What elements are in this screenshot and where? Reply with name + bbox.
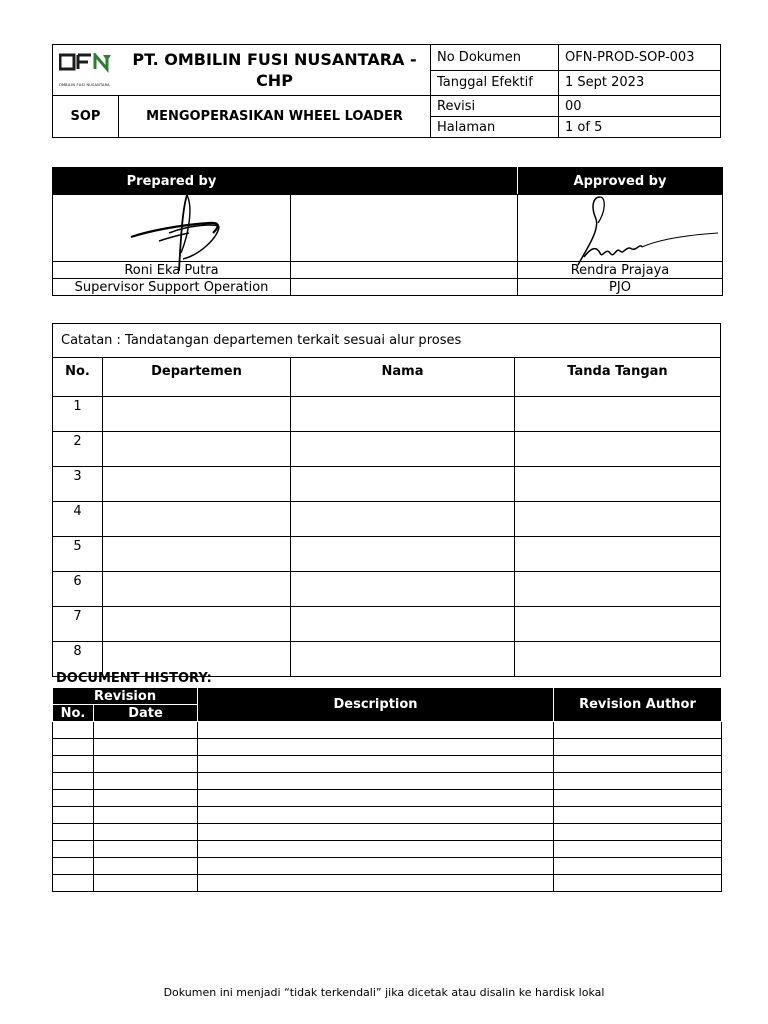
- cell-nama: [291, 397, 515, 432]
- cell: [94, 739, 198, 756]
- table-row: [53, 824, 722, 841]
- meta-value-halaman: 1 of 5: [559, 117, 721, 138]
- prepared-signature-cell: [53, 195, 291, 262]
- col-header-departemen: Departemen: [103, 358, 291, 397]
- cell: [198, 807, 554, 824]
- meta-label-halaman: Halaman: [431, 117, 559, 138]
- cell: [198, 841, 554, 858]
- cell: [94, 790, 198, 807]
- cell-tanda-tangan: [515, 572, 721, 607]
- cell-nama: [291, 642, 515, 677]
- meta-label-revisi: Revisi: [431, 96, 559, 117]
- row-number: 7: [53, 607, 103, 642]
- cell: [53, 756, 94, 773]
- table-row: [53, 773, 722, 790]
- cell-nama: [291, 432, 515, 467]
- cell-nama: [291, 502, 515, 537]
- cell-departemen: [103, 537, 291, 572]
- cell: [53, 841, 94, 858]
- approved-role: PJO: [518, 279, 723, 296]
- company-title: PT. OMBILIN FUSI NUSANTARA - CHP: [132, 50, 417, 90]
- cell-nama: [291, 467, 515, 502]
- prepared-by-header: Prepared by: [53, 168, 291, 195]
- cell: [53, 858, 94, 875]
- middle-signature-cell: [291, 195, 518, 262]
- cell: [198, 875, 554, 892]
- cell: [53, 807, 94, 824]
- cell: [198, 858, 554, 875]
- cell-tanda-tangan: [515, 607, 721, 642]
- table-row: [53, 790, 722, 807]
- cell: [94, 773, 198, 790]
- cell-departemen: [103, 607, 291, 642]
- table-row: [53, 502, 721, 537]
- meta-label-tanggal: Tanggal Efektif: [431, 70, 559, 96]
- cell: [94, 807, 198, 824]
- approved-by-header: Approved by: [518, 168, 723, 195]
- ofn-logo-icon: [59, 53, 113, 79]
- document-header: [52, 44, 721, 138]
- cell-tanda-tangan: [515, 642, 721, 677]
- table-row: [53, 467, 721, 502]
- cell: [198, 722, 554, 739]
- table-row: [53, 875, 722, 892]
- meta-value-tanggal: 1 Sept 2023: [559, 70, 721, 96]
- table-row: [53, 739, 722, 756]
- table-row: [53, 397, 721, 432]
- approved-name: Rendra Prajaya: [518, 262, 723, 279]
- cell-departemen: [103, 467, 291, 502]
- cell: [554, 790, 722, 807]
- cell: [554, 824, 722, 841]
- row-number: 5: [53, 537, 103, 572]
- cell: [94, 722, 198, 739]
- cell: [94, 858, 198, 875]
- doc-type: SOP: [53, 96, 119, 138]
- cell: [554, 807, 722, 824]
- cell-tanda-tangan: [515, 502, 721, 537]
- cell: [53, 824, 94, 841]
- document-history-table: [52, 687, 722, 892]
- meta-label-no-dokumen: No Dokumen: [431, 45, 559, 71]
- table-row: [53, 432, 721, 467]
- company-cell: [53, 45, 431, 96]
- approved-signature-cell: [518, 195, 723, 262]
- col-header-tanda-tangan: Tanda Tangan: [515, 358, 721, 397]
- cell-nama: [291, 537, 515, 572]
- cell-departemen: [103, 502, 291, 537]
- revision-no-header: No.: [53, 705, 94, 722]
- table-row: [53, 841, 722, 858]
- catatan-note: Catatan : Tandatangan departemen terkait sesuai alur proses: [53, 324, 721, 358]
- cell-departemen: [103, 397, 291, 432]
- footer-disclaimer: Dokumen ini menjadi “tidak terkendali” jika dicetak atau disalin ke hardisk lokal: [163, 986, 605, 999]
- cell: [53, 773, 94, 790]
- description-header: Description: [198, 688, 554, 722]
- prepared-role: Supervisor Support Operation: [53, 279, 291, 296]
- cell: [554, 739, 722, 756]
- cell: [94, 875, 198, 892]
- cell: [53, 790, 94, 807]
- meta-value-no-dokumen: OFN-PROD-SOP-003: [559, 45, 721, 71]
- cell: [554, 756, 722, 773]
- row-number: 4: [53, 502, 103, 537]
- middle-name: [291, 262, 518, 279]
- company-logo: [59, 53, 113, 87]
- table-row: [53, 537, 721, 572]
- cell-nama: [291, 607, 515, 642]
- signature-table: [52, 167, 723, 296]
- table-row: [53, 756, 722, 773]
- cell: [198, 824, 554, 841]
- middle-role: [291, 279, 518, 296]
- document-history-title: DOCUMENT HISTORY:: [56, 671, 212, 686]
- table-row: [53, 607, 721, 642]
- cell-tanda-tangan: [515, 432, 721, 467]
- table-row: [53, 572, 721, 607]
- meta-value-revisi: 00: [559, 96, 721, 117]
- cell: [94, 841, 198, 858]
- revision-group-header: Revision: [53, 688, 198, 705]
- cell-departemen: [103, 572, 291, 607]
- prepared-name: Roni Eka Putra: [53, 262, 291, 279]
- cell: [198, 739, 554, 756]
- revision-date-header: Date: [94, 705, 198, 722]
- row-number: 1: [53, 397, 103, 432]
- table-row: [53, 807, 722, 824]
- doc-title: MENGOPERASIKAN WHEEL LOADER: [119, 96, 431, 138]
- cell: [53, 722, 94, 739]
- row-number: 2: [53, 432, 103, 467]
- middle-header: [291, 168, 518, 195]
- cell: [53, 875, 94, 892]
- cell: [554, 841, 722, 858]
- cell: [198, 773, 554, 790]
- cell: [198, 756, 554, 773]
- table-row: [53, 722, 722, 739]
- logo-subtext: OMBILIN FUSI NUSANTARA: [59, 83, 110, 87]
- department-signoff-table: [52, 323, 721, 677]
- col-header-no: No.: [53, 358, 103, 397]
- cell: [554, 773, 722, 790]
- cell: [554, 875, 722, 892]
- cell: [554, 722, 722, 739]
- cell-nama: [291, 572, 515, 607]
- col-header-nama: Nama: [291, 358, 515, 397]
- cell-tanda-tangan: [515, 397, 721, 432]
- cell: [94, 756, 198, 773]
- cell: [554, 858, 722, 875]
- row-number: 8: [53, 642, 103, 677]
- cell: [94, 824, 198, 841]
- row-number: 6: [53, 572, 103, 607]
- table-row: [53, 858, 722, 875]
- cell: [198, 790, 554, 807]
- prepared-signature-image: [129, 193, 239, 278]
- revision-author-header: Revision Author: [554, 688, 722, 722]
- cell: [53, 739, 94, 756]
- cell-tanda-tangan: [515, 537, 721, 572]
- cell-tanda-tangan: [515, 467, 721, 502]
- cell-departemen: [103, 432, 291, 467]
- row-number: 3: [53, 467, 103, 502]
- approved-signature-image: [570, 193, 720, 273]
